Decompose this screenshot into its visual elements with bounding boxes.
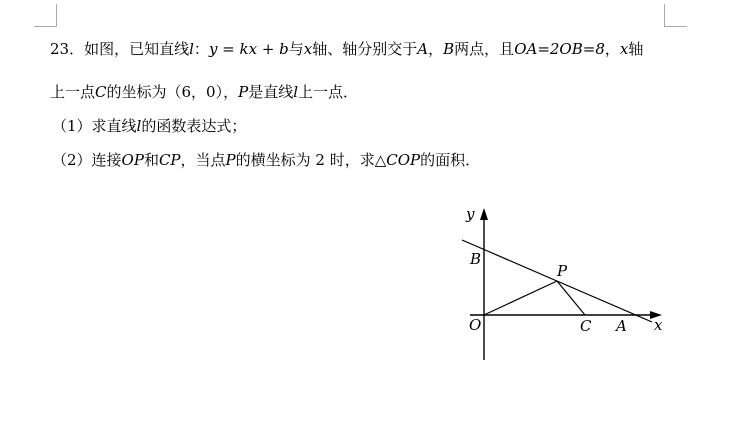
- label-y: y: [466, 205, 475, 223]
- label-C: C: [580, 317, 592, 335]
- math-l: l: [136, 117, 142, 135]
- math-oa-condition: OA=2OB=8: [514, 40, 605, 58]
- label-B: B: [470, 250, 482, 268]
- problem-line-2: [50, 82, 358, 102]
- math-A: A: [417, 40, 429, 58]
- text-segment: ，当点: [180, 151, 226, 169]
- math-l: l: [189, 40, 194, 58]
- math-P: P: [238, 83, 249, 101]
- math-equation: y = kx + b: [208, 40, 289, 58]
- text-segment: ，: [428, 40, 444, 58]
- text-segment: 的坐标为（6，0），: [106, 83, 239, 101]
- y-axis-arrow: [480, 208, 488, 220]
- corner-mark-top-right: [664, 4, 687, 27]
- math-B: B: [443, 40, 455, 58]
- text-segment: 如图，已知直线: [84, 40, 190, 58]
- text-segment: 与: [288, 40, 304, 58]
- math-x: x: [303, 40, 313, 58]
- math-P: P: [225, 151, 236, 169]
- question-2: [52, 150, 480, 170]
- math-x: x: [619, 40, 629, 58]
- text-segment: ：: [193, 40, 209, 58]
- math-CP: CP: [158, 151, 181, 169]
- text-segment: 两点，且: [454, 40, 515, 58]
- question-1: [52, 116, 246, 136]
- text-segment: 是直线: [248, 83, 294, 101]
- problem-number: 23．: [50, 40, 85, 58]
- segment-cp: [557, 281, 585, 315]
- math-C: C: [95, 83, 107, 101]
- label-A: A: [616, 317, 627, 335]
- label-O: O: [469, 316, 482, 334]
- text-segment: 轴: [628, 40, 644, 58]
- text-segment: 的横坐标为 2 时，求△: [235, 151, 387, 169]
- math-l: l: [293, 83, 299, 101]
- label-P: P: [557, 262, 568, 280]
- text-segment: 的函数表达式；: [141, 117, 247, 135]
- segment-op: [484, 281, 557, 315]
- text-segment: 的面积．: [420, 151, 481, 169]
- math-OP: OP: [121, 151, 144, 169]
- text-segment: （2）连接: [52, 151, 122, 169]
- geometry-figure: [440, 200, 680, 370]
- math-COP: COP: [386, 151, 421, 169]
- text-segment: 上一点．: [298, 83, 359, 101]
- text-segment: 和: [143, 151, 159, 169]
- text-segment: ，: [604, 40, 620, 58]
- problem-line-1: [50, 39, 643, 59]
- label-x: x: [654, 316, 663, 334]
- text-segment: （1）求直线: [52, 117, 137, 135]
- figure-svg: [440, 200, 680, 370]
- text-segment: 轴、轴分别交于: [312, 40, 418, 58]
- text-segment: 上一点: [50, 83, 96, 101]
- corner-mark-top-left: [34, 4, 57, 27]
